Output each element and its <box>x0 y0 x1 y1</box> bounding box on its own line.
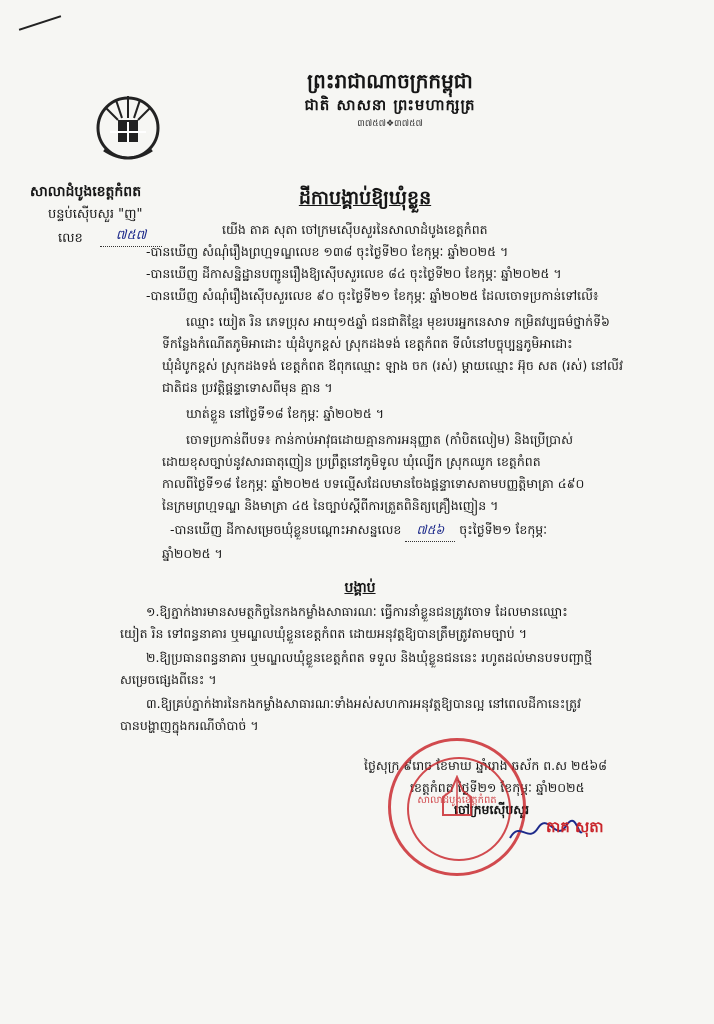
document-number-label: លេខ <box>58 231 83 246</box>
scan-mark <box>19 15 61 30</box>
date-solar: ខេត្តកំពត ថ្ងៃទី២១ ខែកុម្ភៈ ឆ្នាំ២០២៥ <box>410 780 585 795</box>
body-line: ឈ្មោះ យៀត រិន ភេទប្រុស អាយុ១៥ឆ្នាំ ជនជាតិខ្មែរ មុខរបរអ្នកនេសាទ កម្រិតវប្បធម៌ថ្នាក់ទី៦ <box>186 314 610 329</box>
body-line: ឆ្នាំ២០២៥ ។ <box>162 546 223 561</box>
body-line: ឃាត់ខ្លួន នៅថ្ងៃទី១៨ ខែកុម្ភៈ ឆ្នាំ២០២៥ ។ <box>186 406 384 421</box>
heading-ornament: ៣៧៥៧❖៣៧៥៧ <box>357 119 423 129</box>
order-line: យៀត រិន ទៅពន្ធនាគារ ឬមណ្ឌលឃុំខ្លួនខេត្តកំពត ដោយអនុវត្តឱ្យបានត្រឹមត្រូវតាមច្បាប់ ។ <box>120 626 527 641</box>
provisional-order-number: ៧៥៦ <box>405 522 455 542</box>
order-line: បានបង្ហាញក្នុងករណីចាំបាច់ ។ <box>120 718 259 733</box>
issuing-court: សាលាដំបូងខេត្តកំពត <box>30 184 142 200</box>
judge-intro: យើង តាគ សុតា ចៅក្រមស៊ើបសួរនៃសាលាដំបូងខេត្តកំពត <box>222 222 488 237</box>
body-line: ឃុំដំបូកខ្ពស់ ស្រុកដងទង់ ខេត្តកំពត ឪពុកឈ្មោះ ឡាង ចក (រស់) ម្តាយឈ្មោះ អ៊ុច សត (រស់) នៅលីវ <box>162 358 623 373</box>
kingdom-heading: ព្រះរាជាណាចក្រកម្ពុជា <box>307 69 473 93</box>
body-line: ទីកន្លែងកំណើតភូមិអាដោះ ឃុំដំបូកខ្ពស់ ស្រុកដងទង់ ខេត្តកំពត ទីលំនៅបច្ចុប្បន្នភូមិអាដោះ <box>162 336 573 351</box>
body-text: ចុះថ្ងៃទី២១ ខែកុម្ភៈ <box>459 522 548 537</box>
signer-name: តាគ សុតា <box>546 818 604 836</box>
court-emblem-icon <box>92 88 164 168</box>
document-title: ដីកាបង្គាប់ឱ្យឃុំខ្លួន <box>298 187 432 209</box>
body-line: ចោទប្រកាន់ពីបទ៖ កាន់កាប់អាវុធដោយគ្មានការអនុញ្ញាត (កាំបិតលៀម) និងប្រើប្រាស់ <box>186 432 573 447</box>
body-line: -បានឃើញ ដីកាសន្និដ្ឋានបញ្ជូនរឿងឱ្យស៊ើបសួរលេខ ៨៤ ចុះថ្ងៃទី២០ ខែកុម្ភៈ ឆ្នាំ២០២៥ ។ <box>146 266 562 281</box>
body-text: -បានឃើញ ដីកាសម្រេចឃុំខ្លួនបណ្តោះអាសន្នលេខ <box>170 522 402 537</box>
body-line: ដោយខុសច្បាប់នូវសារធាតុញៀន ប្រព្រឹត្តនៅភូមិទូល ឃុំល្បើក ស្រុកឈូក ខេត្តកំពត <box>162 454 541 469</box>
document-number-value: ៧៥៧ <box>100 227 162 247</box>
body-line: នៃក្រមព្រហ្មទណ្ឌ និងមាត្រា ៤៥ នៃច្បាប់ស្តីពីការត្រួតពិនិត្យគ្រឿងញៀន ។ <box>162 498 499 513</box>
date-lunar: ថ្ងៃសុក្រ ៩រោច ខែមាឃ ឆ្នាំរោង ឆស័ក ព.ស ២៥៦៨ <box>364 758 608 773</box>
order-line: សម្រេចផ្សេងពីនេះ ។ <box>120 672 217 687</box>
order-line: ២.ឱ្យប្រធានពន្ធនាគារ ឬមណ្ឌលឃុំខ្លួនខេត្តកំពត ទទួល និងឃុំខ្លួនជននេះ រហូតដល់មានបទបញ្ជាថ្មី <box>146 650 593 665</box>
investigation-office: បន្ទប់ស៊ើបសួរ "ញ" <box>48 207 143 222</box>
orders-heading: បង្គាប់ <box>344 580 376 596</box>
national-motto: ជាតិ សាសនា ព្រះមហាក្សត្រ <box>304 96 476 114</box>
body-line: -បានឃើញ សំណុំរឿងស៊ើបសួរលេខ ៩០ ចុះថ្ងៃទី២១ ខែកុម្ភៈ ឆ្នាំ២០២៥ ដែលចោទប្រកាន់ទៅលើ៖ <box>146 288 599 303</box>
official-seal <box>388 738 526 876</box>
body-line: -បានឃើញ សំណុំរឿងព្រហ្មទណ្ឌលេខ ១៣៨ ចុះថ្ងៃទី២០ ខែកុម្ភៈ ឆ្នាំ២០២៥ ។ <box>146 244 509 259</box>
signer-role: ចៅក្រមស៊ើបសួរ <box>454 802 530 817</box>
seal-text: សាលាដំបូងខេត្តកំពត <box>417 795 497 806</box>
order-line: ៣.ឱ្យគ្រប់ភ្នាក់ងារនៃកងកម្លាំងសាធារណៈទាំងអស់សហការអនុវត្តឱ្យបានល្អ នៅពេលដីកានេះត្រូវ <box>146 696 581 711</box>
body-line: កាលពីថ្ងៃទី១៨ ខែកុម្ភៈ ឆ្នាំ២០២៥ បទល្មើសដែលមានចែងផ្តន្ទាទោសតាមបញ្ញត្តិមាត្រា ៤៩០ <box>162 476 585 491</box>
body-line: ជាតិជន ប្រវត្តិផ្តន្ទាទោសពីមុន គ្មាន ។ <box>162 380 333 395</box>
body-line <box>170 522 547 542</box>
order-line: ១.ឱ្យភ្នាក់ងារមានសមត្ថកិច្ចនៃកងកម្លាំងសាធារណៈ ធ្វើការនាំខ្លួនជនត្រូវចោទ ដែលមានឈ្មោះ <box>146 604 568 619</box>
